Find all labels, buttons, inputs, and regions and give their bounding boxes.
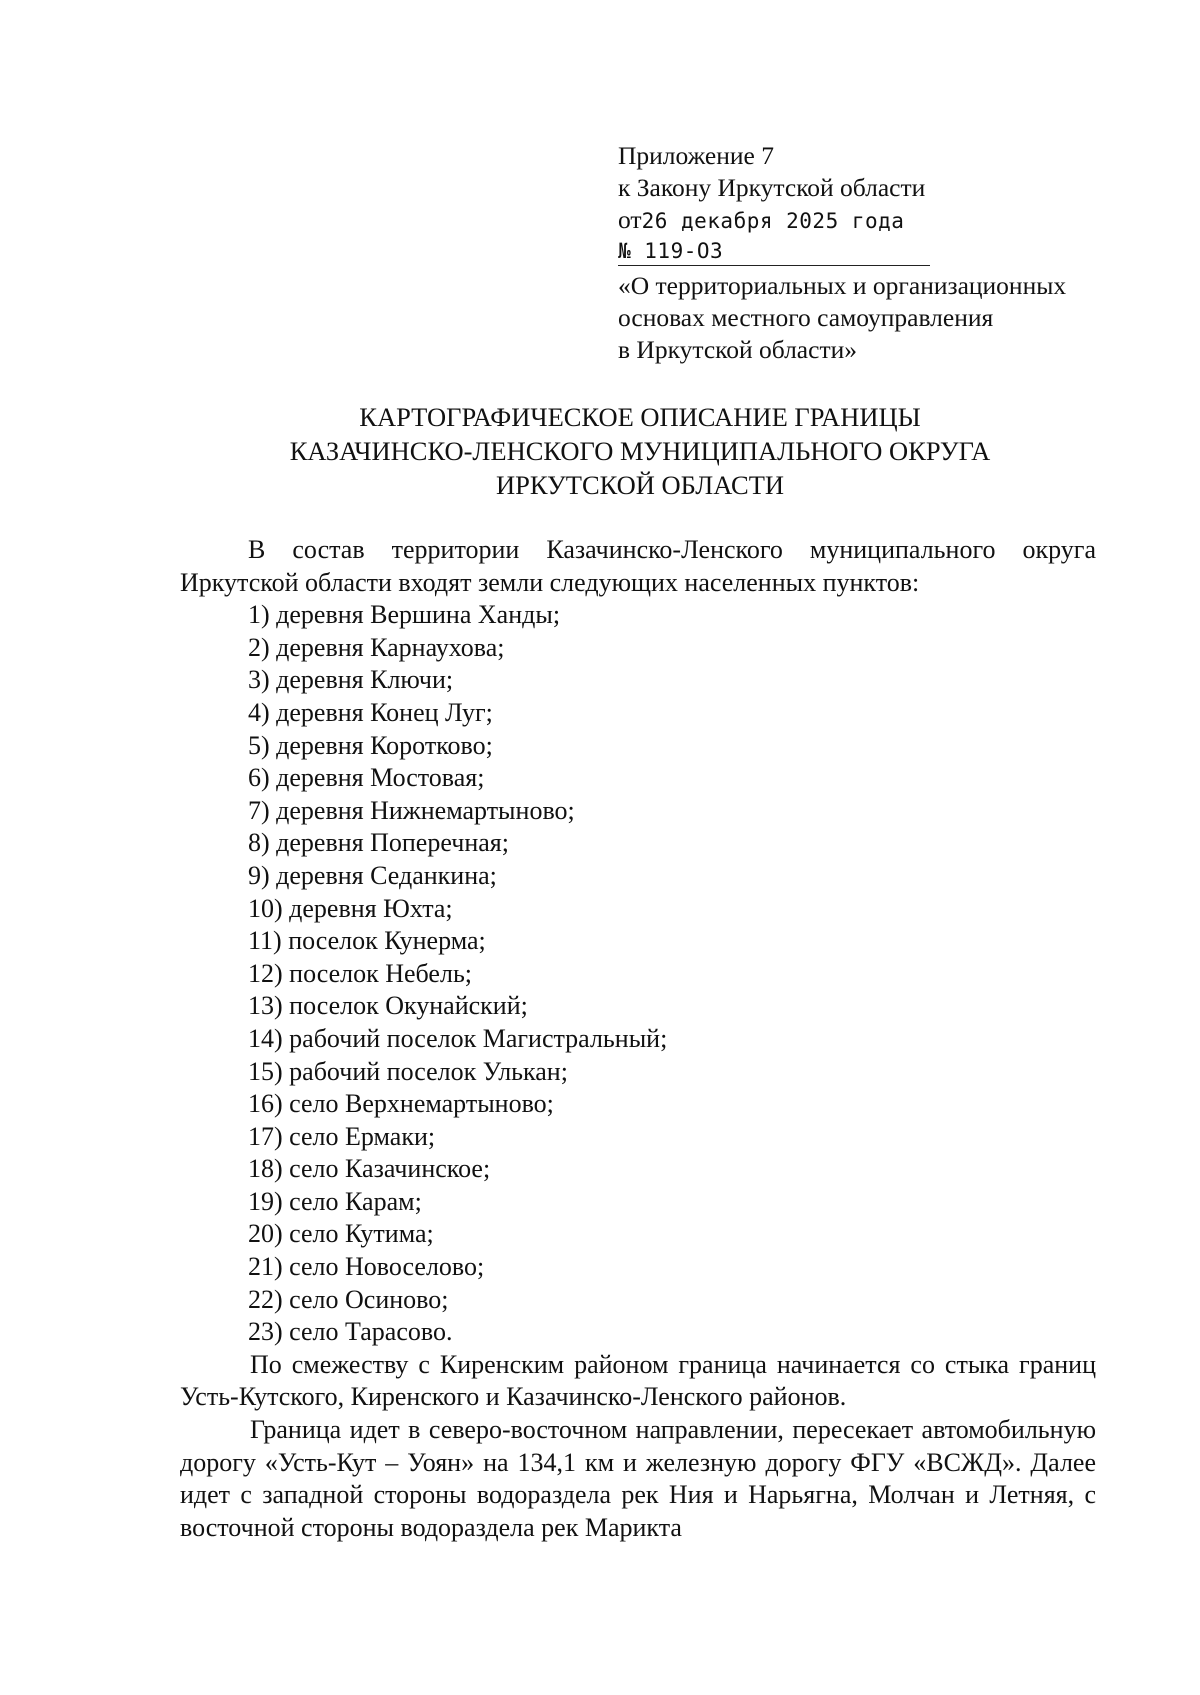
document-body (180, 534, 1096, 1544)
appendix-law-name-1: «О территориальных и организационных (618, 271, 1067, 300)
title-line-3: ИРКУТСКОЙ ОБЛАСТИ (495, 470, 785, 500)
appendix-title: Приложение 7 (618, 141, 774, 170)
settlement-list-item: 15) рабочий поселок Улькан; (248, 1056, 568, 1086)
settlement-list-item: 5) деревня Коротково; (248, 730, 493, 760)
title-line-2: КАЗАЧИНСКО-ЛЕНСКОГО МУНИЦИПАЛЬНОГО ОКРУГА (289, 436, 991, 466)
settlement-list-item: 23) село Тарасово. (248, 1317, 453, 1347)
settlement-list-item: 10) деревня Юхта; (248, 893, 453, 923)
settlement-list-item: 19) село Карам; (248, 1186, 422, 1216)
settlement-list-item: 17) село Ермаки; (248, 1121, 436, 1151)
settlement-list-item: 8) деревня Поперечная; (248, 828, 509, 858)
appendix-number: № 119-ОЗ (618, 237, 930, 266)
intro-paragraph: В состав территории Казачинско-Ленского муниципального округа Иркутской области входят земли следующих населенных пунктов: (180, 535, 1096, 597)
settlement-list-item: 20) село Кутима; (248, 1219, 434, 1249)
settlement-list-item: 14) рабочий поселок Магистральный; (248, 1023, 668, 1053)
settlement-list-item: 13) поселок Окунайский; (248, 991, 528, 1021)
settlement-list-item: 6) деревня Мостовая; (248, 763, 485, 793)
appendix-date-prefix: от (618, 205, 642, 234)
appendix-law-name-2: основах местного самоуправления (618, 303, 994, 332)
title-line-1: КАРТОГРАФИЧЕСКОЕ ОПИСАНИЕ ГРАНИЦЫ (359, 402, 921, 432)
settlement-list-item: 3) деревня Ключи; (248, 665, 454, 695)
boundary-paragraph-1: По смежеству с Киренским районом граница начинается со стыка границ Усть-Кутского, Киренского и Казачинско-Ленского районов. (180, 1349, 1096, 1412)
appendix-date: 26 декабря 2025 года (641, 209, 905, 233)
settlement-list-item: 21) село Новоселово; (248, 1252, 485, 1282)
boundary-paragraph-2: Граница идет в северо-восточном направлении, пересекает автомобильную дорогу «Усть-Кут – Уоян» на 134,1 км и железную дорогу ФГУ «ВСЖД». Далее идет с западной стороны водораздела рек Ния и Нарьягна, Молчан и Летняя, с восточной стороны водораздела рек Марикта (180, 1415, 1096, 1542)
document-title (180, 400, 1100, 502)
settlement-list-item: 2) деревня Карнаухова; (248, 632, 505, 662)
settlement-list-item: 7) деревня Нижнемартыново; (248, 795, 575, 825)
settlement-list-item: 12) поселок Небель; (248, 958, 473, 988)
settlement-list-item: 22) село Осиново; (248, 1284, 449, 1314)
appendix-law-reference: к Закону Иркутской области (618, 173, 926, 202)
appendix-law-name-3: в Иркутской области» (618, 335, 857, 364)
settlement-list (180, 599, 1096, 1349)
settlement-list-item: 18) село Казачинское; (248, 1154, 491, 1184)
appendix-date-line (618, 204, 1138, 237)
settlement-list-item: 16) село Верхнемартыново; (248, 1089, 554, 1119)
appendix-header (618, 140, 1138, 366)
settlement-list-item: 9) деревня Седанкина; (248, 860, 497, 890)
settlement-list-item: 4) деревня Конец Луг; (248, 697, 493, 727)
settlement-list-item: 1) деревня Вершина Ханды; (248, 600, 561, 630)
settlement-list-item: 11) поселок Кунерма; (248, 926, 486, 956)
